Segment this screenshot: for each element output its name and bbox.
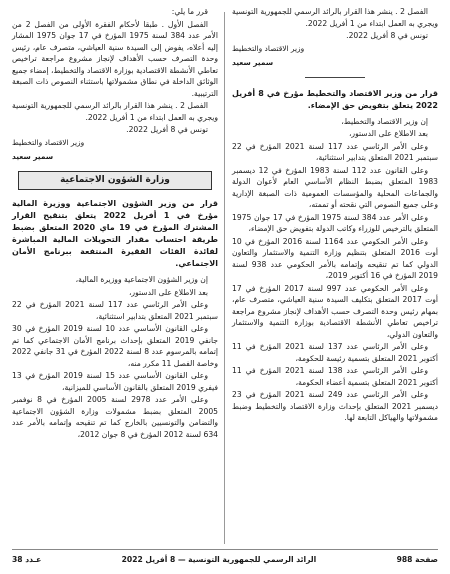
paragraph: وعلى الأمر الرئاسي عدد 117 لسنة 2021 المؤرخ في 22 سبتمبر 2021 المتعلق بتدابير استثنائية، <box>232 141 438 162</box>
decree-heading: قرار من وزير الاقتصاد والتخطيط مؤرخ في 8 أفريل 2022 يتعلق بتفويض حق الإمضاء. <box>232 88 438 110</box>
paragraph: وعلى الأمر الحكومي عدد 997 لسنة 2017 المؤرخ في 17 أوت 2017 المتعلق بتكليف السيدة سنية العياشي، متصرف عام، بمهام رئيس وحدة التصرف حسب الأهداف لإنجاز مشروع مراجعة تراخيص تعاطي الأنشطة الاقتصادية بوزارة التنمية والاستثمار والتعاون الدولي، <box>232 283 438 339</box>
signatory-name: سمير سعيد <box>232 58 274 67</box>
paragraph: وعلى الأمر الرئاسي عدد 117 لسنة 2021 المؤرخ في 22 سبتمبر 2021 المتعلق بتدابير استثنائية، <box>12 300 218 321</box>
issue-number: عـدد 38 <box>12 554 42 564</box>
date-line: تونس في 8 أفريل 2022. <box>346 31 428 40</box>
paragraph: وعلى الأمر عدد 2978 لسنة 2005 المؤرخ في 8 نوفمبر 2005 المتعلق بضبط مشمولات وزارة الشؤون الاجتماعية والتضامن والتونسيين بالخارج كما تم تنقيحه وإتمامه بالأمر عدد 634 لسنة 2012 المؤرخ في 8 جوان 2012، <box>12 395 218 439</box>
paragraph: الفصل الأول . طبقا لأحكام الفقرة الأولى من الفصل 2 من الأمر عدد 384 لسنة 1975 المؤرخ في 17 جوان 1975 المشار إليه أعلاه، يفوض إلى السيدة سنية العياشي، متصرف عام، رئيس وحدة التصرف حسب الأهداف لإنجاز مشروع مراجعة تراخيص تعاطي الأنشطة الاقتصادية بوزارة الاقتصاد والتخطيط، إمضاء جميع الوثائق الداخلة في نطاق مشمولاتها باستثناء النصوص ذات الصبغة الترتيبية. <box>12 19 218 98</box>
paragraph: الفصل 2 . ينشر هذا القرار بالرائد الرسمي للجمهورية التونسية ويجري به العمل ابتداء من 1 أفريل 2022. <box>12 101 218 122</box>
paragraph: الفصل 2 . ينشر هذا القرار بالرائد الرسمي للجمهورية التونسية ويجري به العمل ابتداء من 1 أفريل 2022. <box>232 7 438 28</box>
paragraph: وعلى القانون الأساسي عدد 10 لسنة 2019 المؤرخ في 30 جانفي 2019 المتعلق بإحداث برنامج الأمان الاجتماعي كما تم إتمامه بالمرسوم عدد 8 لسنة 2022 المؤرخ في 31 جانفي 2022 وخاصة الفصل 11 مكرر منه، <box>12 324 219 368</box>
paragraph: وعلى الأمر الحكومي عدد 1164 لسنة 2016 المؤرخ في 10 أوت 2016 المتعلق بتنظيم وزارة التنمية والاستثمار والتعاون الدولي كما تم تنقيحه وإتمامه بالأمر الحكومي عدد 938 لسنة 2019 المؤرخ في 16 أكتوبر 2019، <box>232 236 439 280</box>
right-column <box>232 6 438 425</box>
date-line: تونس في 8 أفريل 2022. <box>126 125 208 134</box>
column-divider <box>224 12 225 544</box>
page-number: صفحة 988 <box>396 554 438 564</box>
paragraph: وعلى الأمر الرئاسي عدد 249 لسنة 2021 المؤرخ في 23 ديسمبر 2021 المتعلق بإحداث وزارة الاقتصاد والتخطيط وضبط مشمولاتها والهياكل التابعة لها. <box>232 390 439 422</box>
paragraph: قرر ما يلي: <box>171 7 208 16</box>
journal-title: الرائد الرسمي للجمهورية التونسية — 8 أفريل 2022 <box>121 554 317 564</box>
paragraph: وعلى الأمر الرئاسي عدد 138 لسنة 2021 المؤرخ في 11 أكتوبر 2021 المتعلق بتسمية أعضاء الحكومة، <box>232 366 438 387</box>
paragraph: وعلى الأمر الرئاسي عدد 137 لسنة 2021 المؤرخ في 11 أكتوبر 2021 المتعلق بتسمية رئيسة للحكومة، <box>232 342 438 363</box>
paragraph: وعلى الأمر عدد 384 لسنة 1975 المؤرخ في 17 جوان 1975 المتعلق بالترخيص للوزراء وكاتب الدولة بتفويض حق الإمضاء، <box>232 212 438 233</box>
signatory-name: سمير سعيد <box>12 152 54 161</box>
left-column <box>12 6 218 441</box>
signatory-title: وزير الاقتصاد والتخطيط <box>12 137 85 147</box>
paragraph: بعد الاطلاع على الدستور، <box>128 287 208 297</box>
paragraph: بعد الاطلاع على الدستور، <box>348 129 428 138</box>
ministry-title-box: وزارة الشؤون الاجتماعية <box>18 171 212 191</box>
paragraph: إن وزير الاقتصاد والتخطيط، <box>341 116 428 126</box>
signatory-title: وزير الاقتصاد والتخطيط <box>232 43 305 53</box>
paragraph: وعلى القانون الأساسي عدد 15 لسنة 2019 المؤرخ في 13 فيفري 2019 المتعلق بالقانون الأساسي للميزانية، <box>12 371 218 392</box>
decree-heading: قرار من وزير الشؤون الاجتماعية ووزيرة المالية مؤرخ في 1 أفريل 2022 يتعلق بتنقيح القرار المشترك المؤرخ في 19 ماي 2020 المتعلق بضبط طريقة احتساب مقدار التحويلات المالية المباشرة لفائدة الفئات الفقيرة المنتفعة ببرنامج الأمان الاجتماعي. <box>12 199 219 268</box>
paragraph: إن وزير الشؤون الاجتماعية ووزيرة المالية، <box>75 275 208 284</box>
page-footer <box>12 549 438 566</box>
paragraph: وعلى القانون عدد 112 لسنة 1983 المؤرخ في 12 ديسمبر 1983 المتعلق بضبط النظام الأساسي العام لأعوان الدولة والجماعات المحلية والمؤسسات العمومية ذات الصبغة الإدارية وعلى جميع النصوص التي نقحته أو تممته، <box>232 165 438 209</box>
separator <box>305 77 365 78</box>
